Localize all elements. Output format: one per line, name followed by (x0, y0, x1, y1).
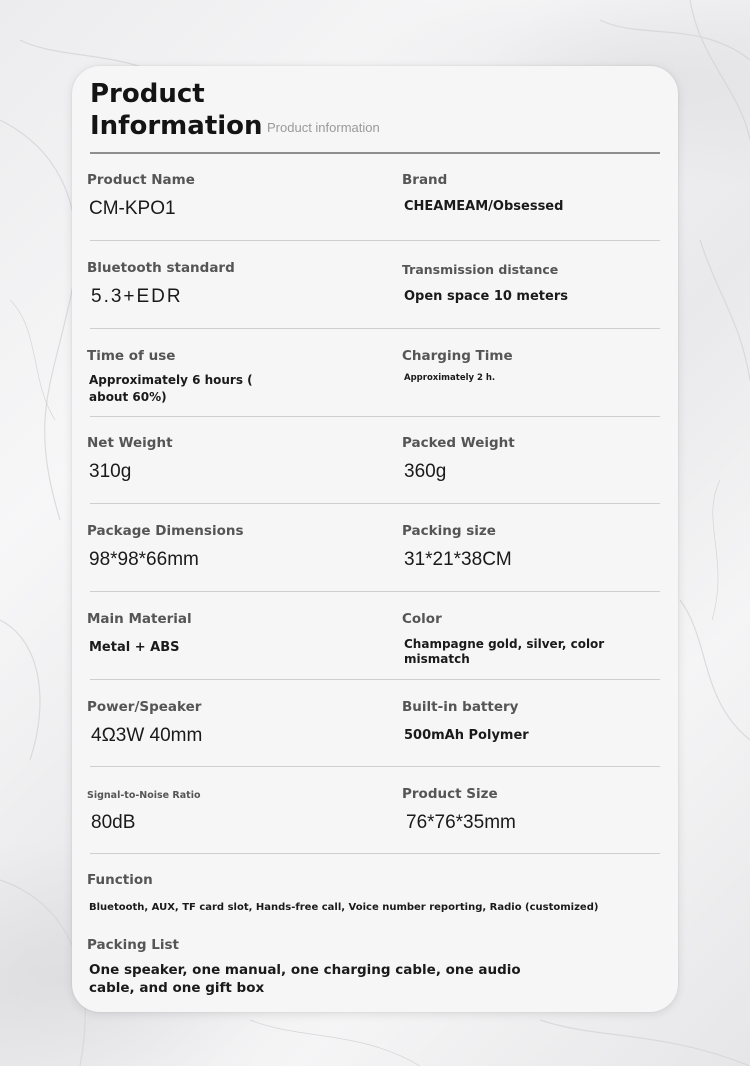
spec-value: CHEAMEAM/Obsessed (404, 199, 564, 214)
spec-label: Main Material (87, 611, 192, 627)
title-line-2: Information (90, 111, 263, 141)
spec-label: Net Weight (87, 435, 173, 451)
row-divider (90, 853, 660, 854)
spec-label: Packing size (402, 523, 496, 539)
spec-label: Package Dimensions (87, 523, 244, 539)
spec-value: Approximately 6 hours ( about 60%) (89, 373, 253, 404)
function-value: Bluetooth, AUX, TF card slot, Hands-free call, Voice number reporting, Radio (customized) (89, 902, 599, 913)
row-divider (90, 503, 660, 504)
spec-label: Charging Time (402, 348, 513, 364)
spec-label: Bluetooth standard (87, 260, 235, 276)
spec-value: Champagne gold, silver, color mismatch (404, 637, 605, 666)
spec-label: Packed Weight (402, 435, 515, 451)
spec-label: Color (402, 611, 442, 627)
packing-list-label: Packing List (87, 937, 179, 953)
spec-value: 5.3+EDR (91, 286, 183, 307)
spec-value: CM-KPO1 (89, 198, 176, 219)
spec-value: 76*76*35mm (406, 812, 516, 833)
row-divider (90, 679, 660, 680)
row-divider (90, 766, 660, 767)
spec-value: 98*98*66mm (89, 549, 199, 570)
spec-label: Built-in battery (402, 699, 519, 715)
row-divider (90, 240, 660, 241)
row-divider (90, 591, 660, 592)
packing-list-value: One speaker, one manual, one charging cable, one audio cable, and one gift box (89, 962, 521, 996)
spec-value: Approximately 2 h. (404, 373, 496, 383)
spec-label: Time of use (87, 348, 176, 364)
row-divider (90, 328, 660, 329)
spec-label: Product Name (87, 172, 195, 188)
title-divider (90, 152, 660, 154)
spec-value: Open space 10 meters (404, 289, 568, 304)
title-line-1: Product (90, 79, 205, 109)
spec-label: Brand (402, 172, 448, 188)
spec-value: Metal + ABS (89, 640, 180, 655)
spec-label: Product Size (402, 786, 498, 802)
spec-label: Power/Speaker (87, 699, 202, 715)
page-subtitle: Product information (267, 120, 380, 135)
page-title (90, 78, 263, 142)
row-divider (90, 416, 660, 417)
function-label: Function (87, 872, 153, 888)
product-info-card (72, 66, 678, 1012)
spec-label: Transmission distance (402, 262, 559, 277)
spec-value: 31*21*38CM (404, 549, 512, 570)
spec-label: Signal-to-Noise Ratio (87, 790, 201, 801)
spec-value: 80dB (91, 812, 136, 833)
spec-value: 310g (89, 461, 132, 482)
spec-value: 4Ω3W 40mm (91, 725, 203, 746)
spec-value: 500mAh Polymer (404, 728, 529, 743)
spec-value: 360g (404, 461, 447, 482)
